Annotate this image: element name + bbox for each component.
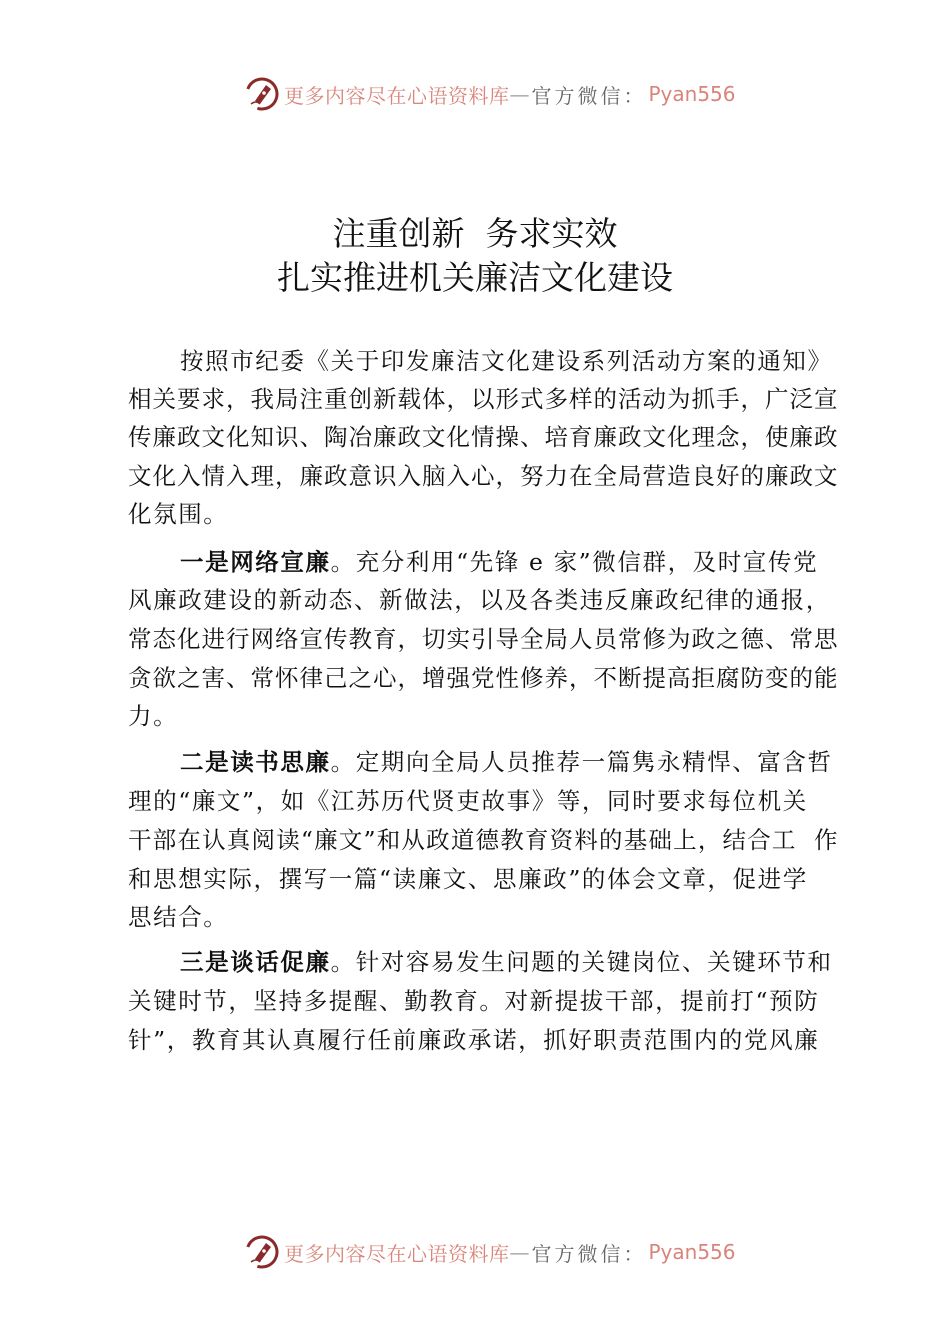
paragraph-2-line: 思结合。: [128, 903, 229, 931]
paragraph-3-heading: 三是谈话促廉: [180, 948, 331, 976]
banner-wechat-label: 官方微信：: [531, 83, 647, 108]
intro-line: 按照市纪委《关于印发廉洁文化建设系列活动方案的通知》: [180, 347, 833, 375]
paragraph-2-line: 理的“廉文”，如《江苏历代贤吏故事》等，同时要求每位机关: [128, 787, 808, 815]
banner-wechat-id: Pyan556: [648, 82, 736, 106]
paragraph-2-line: 和思想实际，撰写一篇“读廉文、思廉政”的体会文章，促进学: [128, 865, 808, 893]
paragraph-2-heading: 二是读书思廉: [180, 748, 331, 776]
intro-line: 文化入情入理，廉政意识入脑入心，努力在全局营造良好的廉政文: [128, 462, 839, 490]
paragraph-1-line: 力。: [128, 702, 179, 730]
paragraph-1-heading: 一是网络宣廉: [180, 548, 331, 576]
document-title-line-2: 扎实推进机关廉洁文化建设: [277, 258, 673, 297]
paragraph-2-first-text: 。定期向全局人员推荐一篇隽永精悍、富含哲: [330, 748, 833, 776]
banner-slogan: 更多内容尽在心语资料库: [284, 83, 510, 108]
pen-nib-logo-icon: [244, 76, 280, 112]
banner-wechat-label: 官方微信：: [531, 1241, 647, 1266]
paragraph-1-first-text: 。充分利用“先锋 e 家”微信群，及时宣传党: [330, 548, 819, 576]
intro-line: 化氛围。: [128, 500, 229, 528]
pen-nib-logo-icon: [244, 1234, 280, 1270]
paragraph-3-line: 针”，教育其认真履行任前廉政承诺，抓好职责范围内的党风廉: [128, 1026, 820, 1054]
paragraph-3-first-line: [180, 943, 833, 981]
intro-line: 传廉政文化知识、陶冶廉政文化情操、培育廉政文化理念，使廉政: [128, 423, 839, 451]
banner-wechat-id: Pyan556: [648, 1240, 736, 1264]
paragraph-2-line: 干部在认真阅读“廉文”和从政道德教育资料的基础上，结合工 作: [128, 826, 839, 854]
intro-line: 相关要求，我局注重创新载体，以形式多样的活动为抓手，广泛宣: [128, 385, 839, 413]
banner-dash: —: [509, 1240, 530, 1264]
paragraph-3-line: 关键时节，坚持多提醒、勤教育。对新提拔干部，提前打“预防: [128, 987, 820, 1015]
paragraph-3-first-text: 。针对容易发生问题的关键岗位、关键环节和: [330, 948, 833, 976]
paragraph-1-line: 常态化进行网络宣传教育，切实引导全局人员常修为政之德、常思: [128, 625, 839, 653]
paragraph-1-line: 风廉政建设的新动态、新做法，以及各类违反廉政纪律的通报，: [128, 586, 831, 614]
paragraph-2-first-line: [180, 743, 833, 781]
banner-dash: —: [509, 82, 530, 106]
paragraph-1-first-line: [180, 543, 818, 581]
document-title-line-1: 注重创新 务求实效: [332, 214, 618, 253]
header-banner: [244, 74, 736, 114]
footer-banner: [244, 1232, 736, 1272]
banner-slogan: 更多内容尽在心语资料库: [284, 1241, 510, 1266]
paragraph-1-line: 贪欲之害、常怀律己之心，增强党性修养，不断提高拒腐防变的能: [128, 664, 839, 692]
